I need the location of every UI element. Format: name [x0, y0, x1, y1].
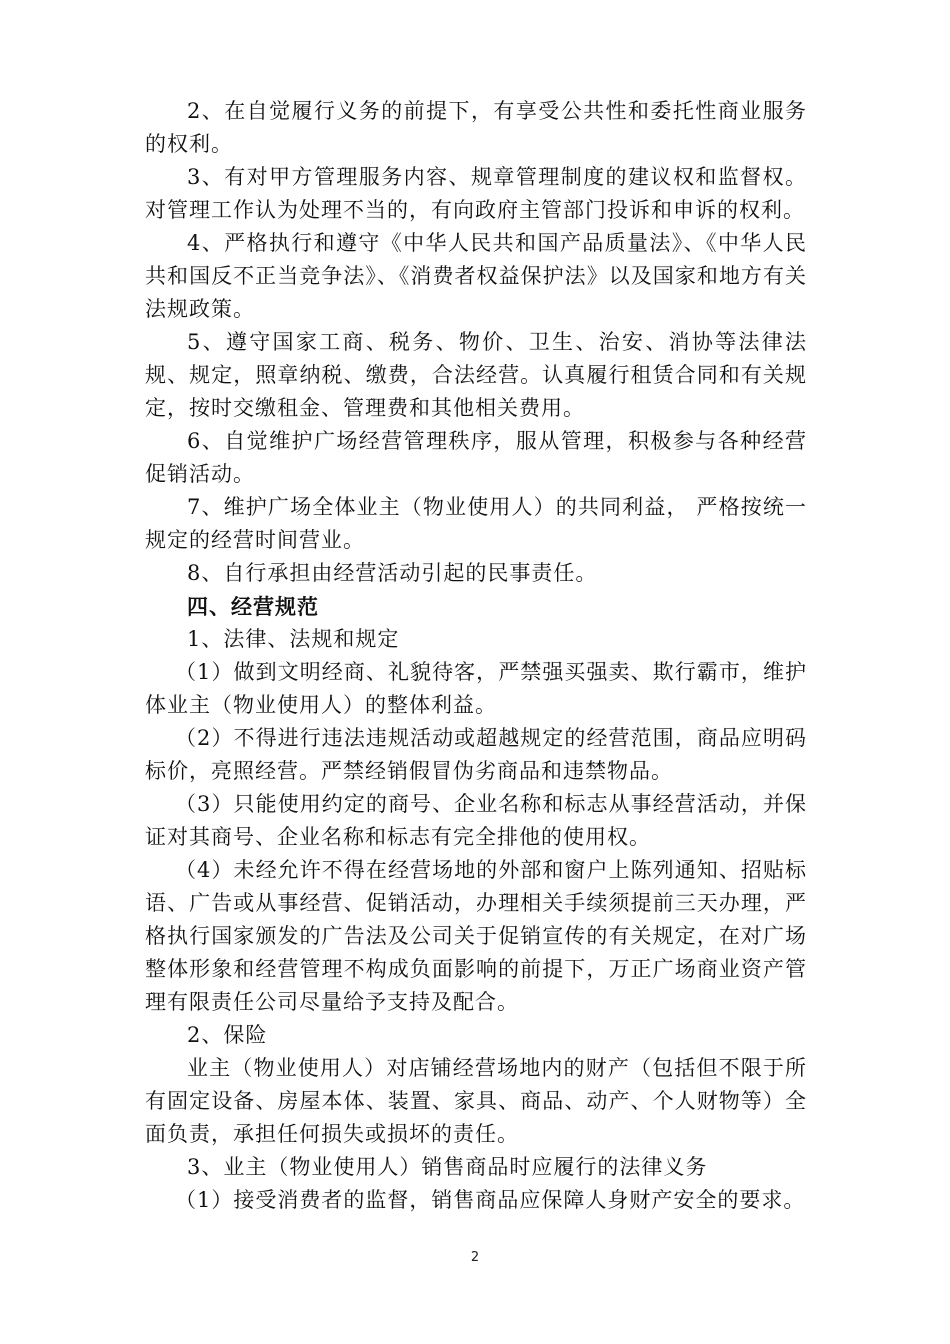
- paragraph-right-8: 8、自行承担由经营活动引起的民事责任。: [187, 561, 598, 585]
- paragraph-right-6: 6、自觉维护广场经营管理秩序，服从管理，积极参与各种经营促销活动。: [145, 429, 807, 486]
- obligation-clause-1: （1）接受消费者的监督，销售商品应保障人身财产安全的要求。: [175, 1188, 806, 1212]
- clause-2: （2）不得进行违法违规活动或超越规定的经营范围，商品应明码标价，亮照经营。严禁经销假冒伪劣商品和违禁物品。: [145, 726, 807, 783]
- paragraph-insurance: 业主（物业使用人）对店铺经营场地内的财产（包括但不限于所有固定设备、房屋本体、装置、家具、商品、动产、个人财物等）全面负责，承担任何损失或损坏的责任。: [145, 1056, 807, 1146]
- paragraph-right-7: 7、维护广场全体业主（物业使用人）的共同利益， 严格按统一规定的经营时间营业。: [145, 495, 807, 552]
- clause-1: （1）做到文明经商、礼貌待客，严禁强买强卖、欺行霸市，维护体业主（物业使用人）的整体利益。: [145, 660, 807, 717]
- paragraph-right-5: 5、遵守国家工商、税务、物价、卫生、治安、消协等法律法规、规定，照章纳税、缴费，合法经营。认真履行租赁合同和有关规定，按时交缴租金、管理费和其他相关费用。: [145, 330, 807, 420]
- subsection-legal-obligations: 3、业主（物业使用人）销售商品时应履行的法律义务: [187, 1155, 708, 1179]
- clause-4: （4）未经允许不得在经营场地的外部和窗户上陈列通知、招贴标语、广告或从事经营、促销活动，办理相关手续须提前三天办理，严格执行国家颁发的广告法及公司关于促销宣传的有关规定，在对广场整体形象和经营管理不构成负面影响的前提下，万正广场商业资产管理有限责任公司尽量给予支持及配合。: [145, 858, 807, 1014]
- subsection-laws-regulations: 1、法律、法规和规定: [187, 627, 400, 651]
- paragraph-right-2: 2、在自觉履行义务的前提下，有享受公共性和委托性商业服务的权利。: [145, 99, 807, 156]
- paragraph-right-3: 3、有对甲方管理服务内容、规章管理制度的建议权和监督权。对管理工作认为处理不当的，有向政府主管部门投诉和申诉的权利。: [145, 165, 807, 222]
- paragraph-right-4: 4、严格执行和遵守《中华人民共和国产品质量法》、《中华人民共和国反不正当竞争法》、《消费者权益保护法》以及国家和地方有关法规政策。: [145, 231, 807, 321]
- page-number: 2: [470, 1250, 480, 1265]
- subsection-insurance: 2、保险: [187, 1023, 268, 1047]
- clause-3: （3）只能使用约定的商号、企业名称和标志从事经营活动，并保证对其商号、企业名称和标志有完全排他的使用权。: [145, 792, 807, 849]
- section-heading-business-norms: 四、经营规范: [187, 594, 319, 619]
- document-body: [145, 95, 807, 1217]
